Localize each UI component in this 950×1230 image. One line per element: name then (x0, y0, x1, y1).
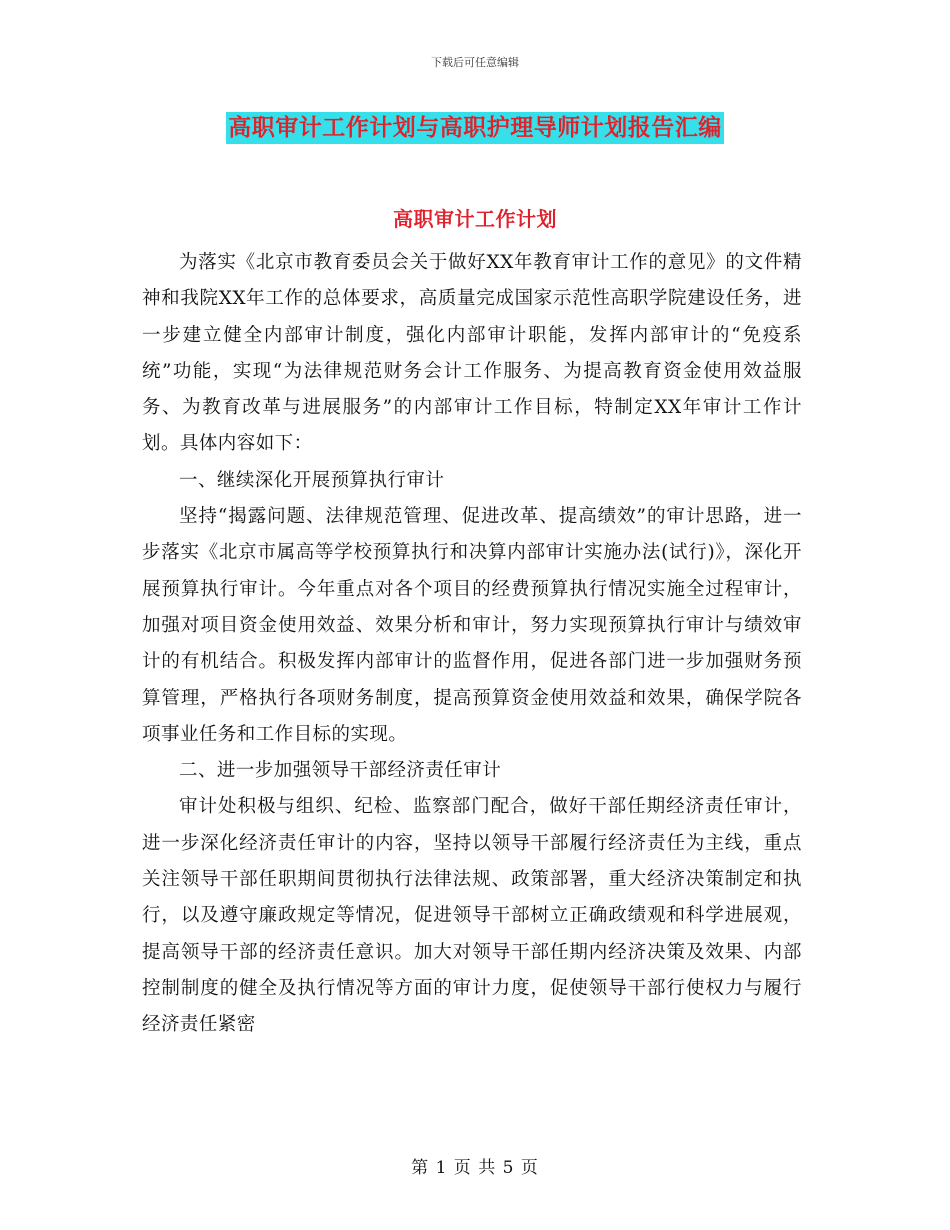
heading-item-1: 一、继续深化开展预算执行审计 (179, 469, 445, 491)
paragraph-economic-responsibility: 审计处积极与组织、纪检、监察部门配合，做好干部任期经济责任审计，进一步深化经济责任审计的内容，坚持以领导干部履行经济责任为主线，重点关注领导干部任职期间贯彻执行法律法规、政策部署，重大经济决策制定和执行，以及遵守廉政规定等情况，促进领导干部树立正确政绩观和科学进展观，提高领导干部的经济责任意识。加大对领导干部任期内经济决策及效果、内部控制制度的健全及执行情况等方面的审计力度，促使领导干部行使权力与履行经济责任紧密 (142, 796, 802, 1036)
heading-item-2: 二、进一步加强领导干部经济责任审计 (179, 760, 502, 782)
paragraph-budget-audit: 坚持“揭露问题、法律规范管理、促进改革、提高绩效”的审计思路，进一步落实《北京市属高等学校预算执行和决算内部审计实施办法(试行)》，深化开展预算执行审计。今年重点对各个项目的经费预算执行情况实施全过程审计，加强对项目资金使用效益、效果分析和审计，努力实现预算执行审计与绩效审计的有机结合。积极发挥内部审计的监督作用，促进各部门进一步加强财务预算管理，严格执行各项财务制度，提高预算资金使用效益和效果，确保学院各项事业任务和工作目标的实现。 (142, 506, 802, 745)
paragraph-intro: 为落实《北京市教育委员会关于做好XX年教育审计工作的意见》的文件精神和我院XX年工作的总体要求，高质量完成国家示范性高职学院建设任务，进一步建立健全内部审计制度，强化内部审计职能，发挥内部审计的“免疫系统”功能，实现“为法律规范财务会计工作服务、为提高教育资金使用效益服务、为教育改革与进展服务”的内部审计工作目标，特制定XX年审计工作计划。具体内容如下： (142, 252, 802, 455)
document-main-title: 高职审计工作计划与高职护理导师计划报告汇编 (226, 112, 724, 144)
main-title-container (0, 112, 950, 144)
page-header-note: 下载后可任意编辑 (431, 56, 519, 69)
page-footer-number: 第 1 页 共 5 页 (411, 1158, 539, 1178)
document-body (142, 245, 802, 1044)
section-title: 高职审计工作计划 (393, 207, 557, 231)
